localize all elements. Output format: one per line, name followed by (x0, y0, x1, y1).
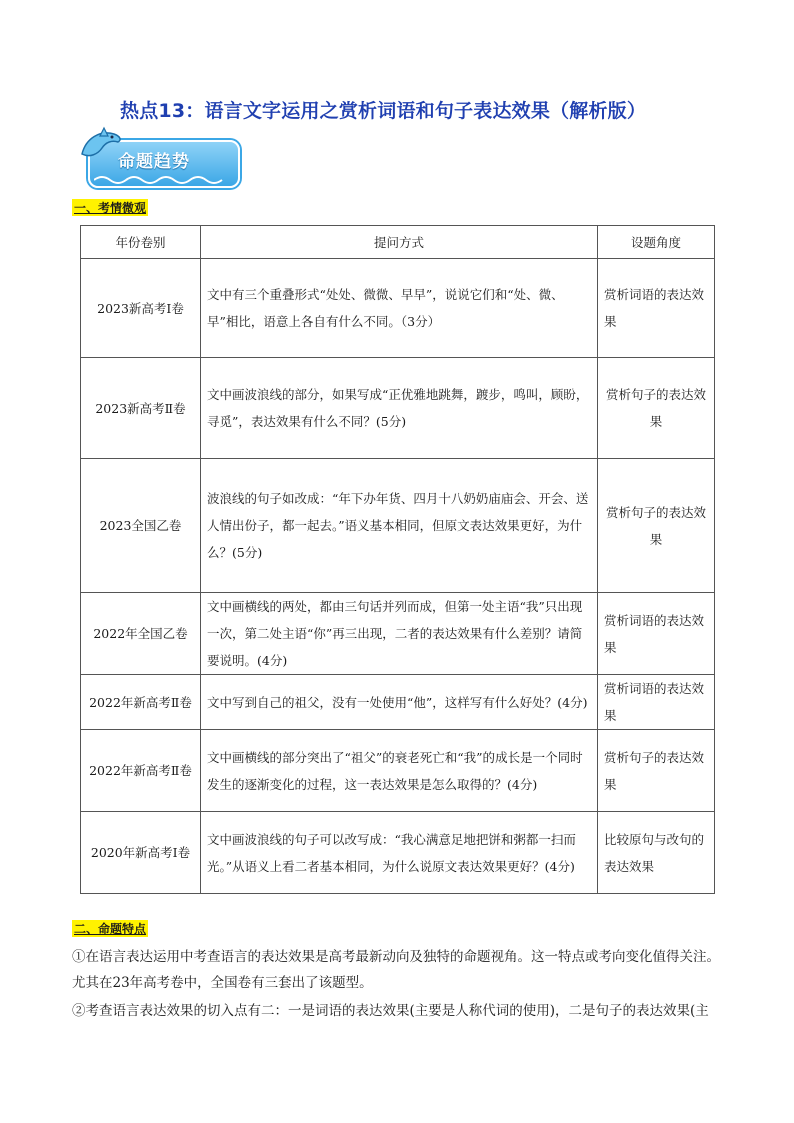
angle-cell: 赏析词语的表达效果 (598, 259, 715, 358)
table-row (81, 358, 715, 459)
paper-cell: 2020年新高考Ⅰ卷 (81, 812, 201, 894)
table-row (81, 593, 715, 675)
question-cell: 文中有三个重叠形式“处处、微微、早早”，说说它们和“处、微、早”相比，语意上各自有什么不同。（3分） (201, 259, 598, 358)
table-row (81, 259, 715, 358)
table-row (81, 675, 715, 730)
table-row (81, 459, 715, 593)
angle-cell: 赏析句子的表达效果 (598, 459, 715, 593)
paragraph: ①在语言表达运用中考查语言的表达效果是高考最新动向及独特的命题视角。这一特点或考向变化值得关注。尤其在23年高考卷中，全国卷有三套出了该题型。 (72, 949, 720, 991)
paper-cell: 2022年全国乙卷 (81, 593, 201, 675)
section-badge (78, 124, 242, 190)
paper-cell: 2023全国乙卷 (81, 459, 201, 593)
section-heading-2: 二、命题特点 (74, 922, 147, 936)
paper-cell: 2022年新高考Ⅱ卷 (81, 675, 201, 730)
table-row (81, 730, 715, 812)
question-cell: 文中画波浪线的句子可以改写成：“我心满意足地把饼和粥都一扫而光。”从语义上看二者基本相同，为什么说原文表达效果更好？(4分) (201, 812, 598, 894)
paragraph: ②考查语言表达效果的切入点有二：一是词语的表达效果(主要是人称代词的使用)，二是句子的表达效果(主 (72, 1003, 709, 1019)
question-cell: 文中画波浪线的部分，如果写成“正优雅地跳舞，踱步，鸣叫，顾盼，寻觅”，表达效果有什么不同？(5分) (201, 358, 598, 459)
angle-cell: 赏析句子的表达效果 (598, 730, 715, 812)
question-cell: 文中画横线的部分突出了“祖父”的衰老死亡和“我”的成长是一个同时发生的逐渐变化的过程，这一表达效果是怎么取得的？(4分) (201, 730, 598, 812)
section-heading-1: 一、考情微观 (74, 201, 147, 215)
column-header: 提问方式 (201, 226, 598, 259)
angle-cell: 赏析词语的表达效果 (598, 675, 715, 730)
paper-cell: 2023新高考Ⅱ卷 (81, 358, 201, 459)
question-cell: 波浪线的句子如改成：“年下办年货、四月十八奶奶庙庙会、开会、送人情出份子，都一起去。”语义基本相同，但原文表达效果更好，为什么？(5分) (201, 459, 598, 593)
badge-label: 命题趋势 (118, 152, 190, 172)
column-header: 年份卷别 (81, 226, 201, 259)
angle-cell: 赏析句子的表达效果 (598, 358, 715, 459)
paper-cell: 2022年新高考Ⅱ卷 (81, 730, 201, 812)
angle-cell: 比较原句与改句的表达效果 (598, 812, 715, 894)
question-cell: 文中画横线的两处，都由三句话并列而成，但第一处主语“我”只出现一次，第二处主语“你”再三出现，二者的表达效果有什么差别？请简要说明。(4分) (201, 593, 598, 675)
exam-table (80, 225, 715, 894)
paper-cell: 2023新高考Ⅰ卷 (81, 259, 201, 358)
angle-cell: 赏析词语的表达效果 (598, 593, 715, 675)
wave-decoration (94, 174, 224, 186)
column-header: 设题角度 (598, 226, 715, 259)
table-header-row (81, 226, 715, 259)
table-row (81, 812, 715, 894)
question-cell: 文中写到自己的祖父，没有一处使用“他”，这样写有什么好处？(4分) (201, 675, 598, 730)
page-title: 热点13：语言文字运用之赏析词语和句子表达效果（解析版） (120, 100, 647, 122)
